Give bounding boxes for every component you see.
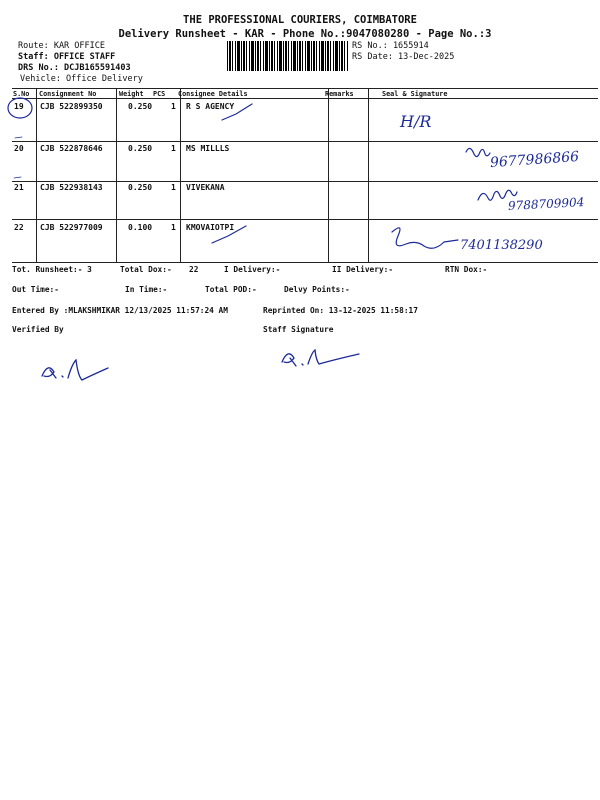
signature-scribble-icon <box>466 148 490 156</box>
rs-number: RS No.: 1655914 <box>352 41 429 51</box>
col-header-remarks: Remarks <box>325 90 354 98</box>
pcs-value: 1 <box>171 223 176 232</box>
table-row-sno: 20 <box>14 144 24 153</box>
signature-scribble-icon <box>392 228 458 248</box>
consignment-number: CJB 522938143 <box>40 183 103 192</box>
staff-label: Staff: OFFICE STAFF <box>18 52 116 62</box>
verified-signature-icon <box>42 360 108 380</box>
table-row-sno: 19 <box>14 102 24 111</box>
col-header-pcs: PCS <box>153 90 166 98</box>
handwritten-note: H/R <box>400 112 432 131</box>
handwritten-phone: 7401138290 <box>460 238 543 253</box>
pcs-value: 1 <box>171 183 176 192</box>
handwritten-phone: 9788709904 <box>507 195 585 213</box>
table-row-sno: 21 <box>14 183 24 192</box>
tick-mark-icon <box>212 226 246 243</box>
col-header-sno: S.No <box>13 90 30 98</box>
drs-number: DRS No.: DCJB165591403 <box>18 63 131 73</box>
weight-value: 0.100 <box>128 223 153 232</box>
handwritten-phone: 9677986866 <box>489 148 580 172</box>
consignee-name: VIVEKANA <box>186 183 225 192</box>
staff-signature-icon <box>282 350 359 366</box>
route-label: Route: KAR OFFICE <box>18 41 105 51</box>
total-dox-value: 22 <box>189 265 199 274</box>
pcs-value: 1 <box>171 144 176 153</box>
tot-runsheet: Tot. Runsheet:- 3 <box>12 265 92 274</box>
tick-mark-icon <box>222 104 252 120</box>
weight-value: 0.250 <box>128 183 153 192</box>
circle-mark-icon <box>8 98 32 118</box>
pcs-value: 1 <box>171 102 176 111</box>
col-header-weight: Weight <box>119 90 144 98</box>
table-row-sno: 22 <box>14 223 24 232</box>
consignee-name: KMOVAIOTPI <box>186 223 235 232</box>
consignee-name: MS MILLLS <box>186 144 230 153</box>
consignment-number: CJB 522899350 <box>40 102 103 111</box>
ii-delivery-label: II Delivery:- <box>332 265 394 274</box>
i-delivery-label: I Delivery:- <box>224 265 281 274</box>
entered-by: Entered By :MLAKSHMIKAR 12/13/2025 11:57:24 AM <box>12 306 228 315</box>
col-header-consignee: Consignee Details <box>178 90 248 98</box>
rtn-dox-label: RTN Dox:- <box>445 265 488 274</box>
consignment-number: CJB 522878646 <box>40 144 103 153</box>
staff-signature-label: Staff Signature <box>263 325 334 334</box>
total-pod-label: Total POD:- <box>205 285 257 294</box>
weight-value: 0.250 <box>128 144 153 153</box>
vehicle-label: Vehicle: Office Delivery <box>20 74 143 84</box>
consignment-number: CJB 522977009 <box>40 223 103 232</box>
reprinted-on: Reprinted On: 13-12-2025 11:58:17 <box>263 306 418 315</box>
weight-value: 0.250 <box>128 102 153 111</box>
in-time-label: In Time:- <box>125 285 168 294</box>
total-dox-label: Total Dox:- <box>120 265 172 274</box>
col-header-seal-signature: Seal & Signature <box>382 90 448 98</box>
consignee-name: R S AGENCY <box>186 102 235 111</box>
company-title: THE PROFESSIONAL COURIERS, COIMBATORE <box>183 14 417 26</box>
col-header-consignment: Consignment No <box>39 90 97 98</box>
rs-date: RS Date: 13-Dec-2025 <box>352 52 455 62</box>
runsheet-subtitle: Delivery Runsheet - KAR - Phone No.:9047080280 - Page No.:3 <box>118 28 492 40</box>
delvy-points-label: Delvy Points:- <box>284 285 350 294</box>
verified-by-label: Verified By <box>12 325 64 334</box>
out-time-label: Out Time:- <box>12 285 59 294</box>
